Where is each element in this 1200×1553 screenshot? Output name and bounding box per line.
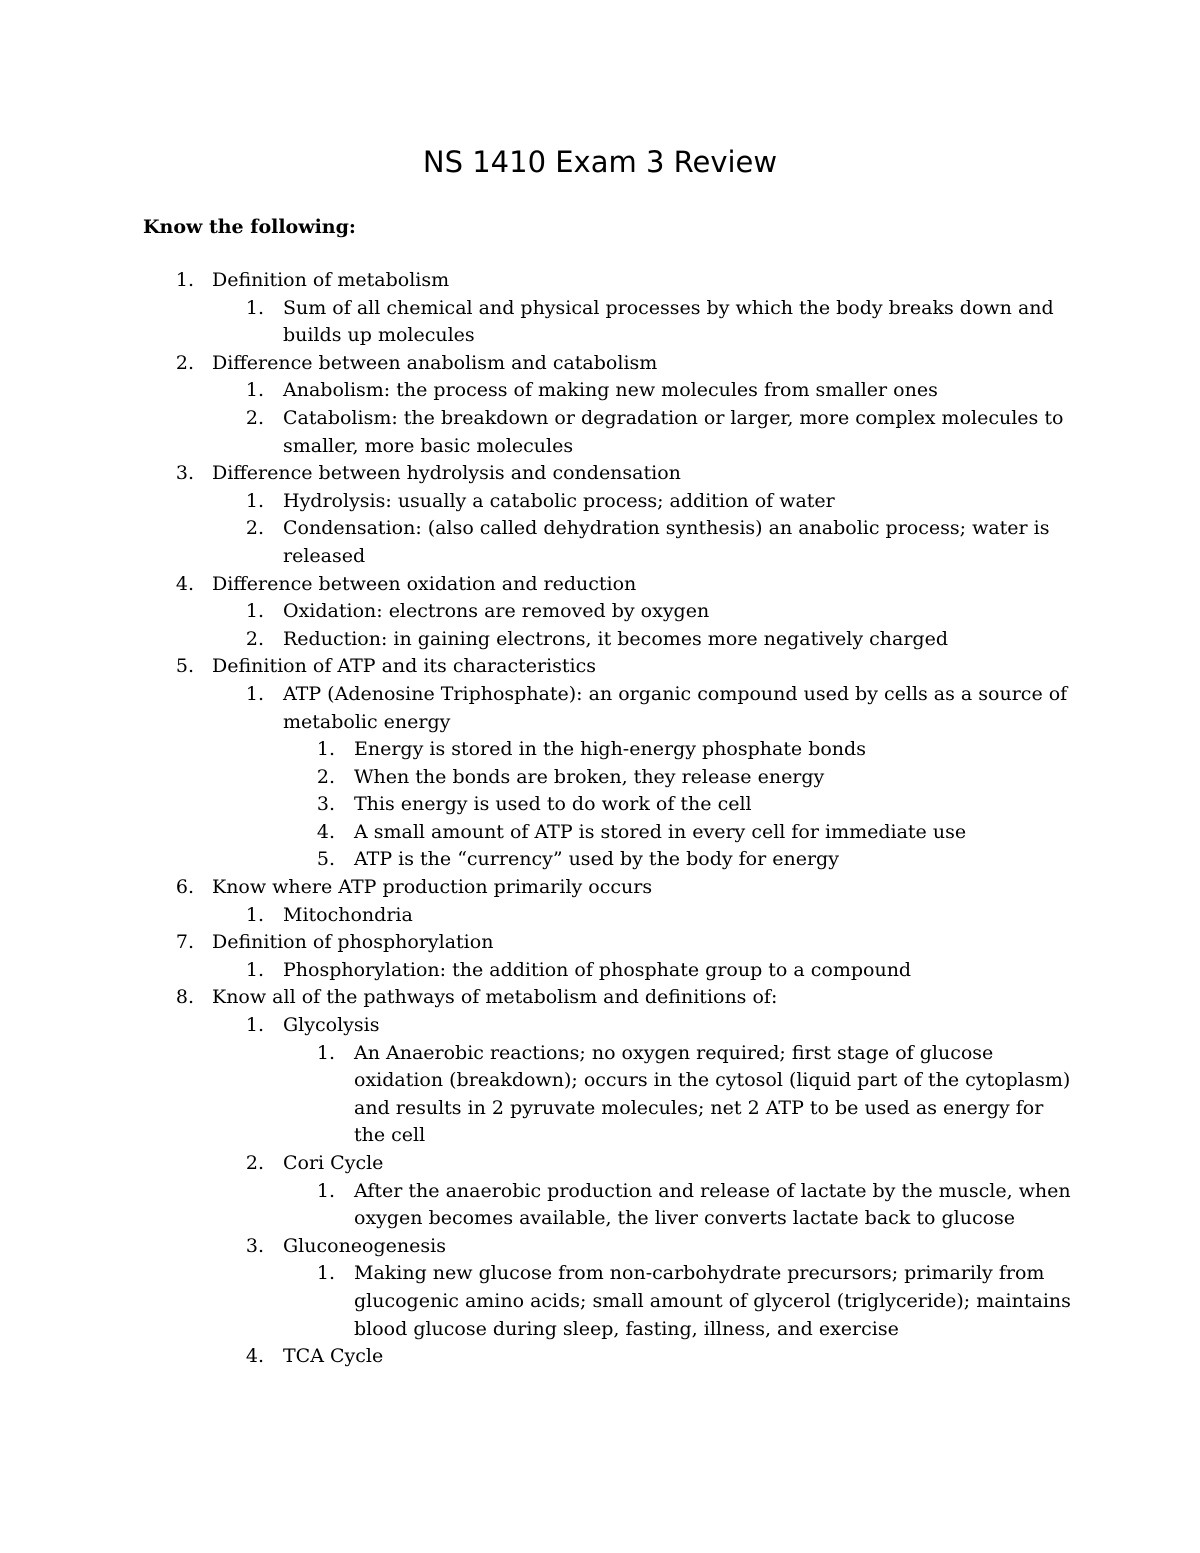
outline-item-level-2 (0, 377, 1200, 405)
outline-item-text: This energy is used to do work of the cell (354, 793, 752, 816)
outline-item-level-1 (0, 653, 1200, 681)
outline-item-number: 1. (245, 682, 264, 705)
outline-item-text: Reduction: in gaining electrons, it becomes more negatively charged (283, 627, 948, 650)
outline-item-level-2 (0, 902, 1200, 930)
outline-item-level-3 (0, 764, 1200, 792)
outline-item-text: Definition of ATP and its characteristics (212, 655, 596, 678)
outline-item-number: 5. (175, 655, 194, 678)
outline-item-level-2 (0, 626, 1200, 654)
outline-item-level-2 (0, 1233, 1200, 1261)
outline-item-number: 1. (245, 1014, 264, 1037)
outline-item-level-2 (0, 488, 1200, 516)
outline-item-text: Difference between oxidation and reduction (212, 572, 637, 595)
outline-item-number: 7. (175, 931, 194, 954)
outline-item-text: TCA Cycle (283, 1345, 384, 1368)
outline-item-text: Difference between hydrolysis and condensation (212, 462, 681, 485)
outline-item-text: Know all of the pathways of metabolism and definitions of: (212, 986, 778, 1009)
outline-item-text: Catabolism: the breakdown or degradation or larger, more complex molecules to smaller, more basic molecules (283, 406, 1064, 457)
outline-item-text: An Anaerobic reactions; no oxygen required; first stage of glucose oxidation (breakdown); occurs in the cytosol (liquid part of the cytoplasm) and results in 2 pyruvate molecules; net 2 ATP to be used as energy for the cell (354, 1041, 1071, 1147)
outline-item-text: Condensation: (also called dehydration synthesis) an anabolic process; water is released (283, 517, 1050, 567)
outline-item-level-1 (0, 874, 1200, 902)
outline-item-number: 6. (175, 876, 194, 899)
outline-item-level-2 (0, 295, 1200, 350)
outline-item-number: 4. (245, 1345, 264, 1368)
outline-item-number: 3. (245, 1234, 264, 1257)
outline-item-number: 1. (245, 600, 264, 623)
outline-item-level-3 (0, 819, 1200, 847)
outline-item-number: 1. (316, 1041, 335, 1064)
outline-item-level-3 (0, 1178, 1200, 1233)
outline-item-number: 4. (316, 820, 335, 843)
outline-item-level-2 (0, 957, 1200, 985)
outline-item-text: Definition of metabolism (212, 269, 450, 291)
outline-item-number: 1. (316, 1179, 335, 1202)
outline-item-level-1 (0, 350, 1200, 378)
intro-heading: Know the following: (143, 216, 356, 238)
outline-item-text: Making new glucose from non-carbohydrate precursors; primarily from glucogenic amino acids; small amount of glycerol (triglyceride); maintains blood glucose during sleep, fasting, illness, and exercise (354, 1262, 1071, 1340)
outline-item-number: 3. (316, 793, 335, 816)
outline-item-level-2 (0, 681, 1200, 736)
outline-item-level-3 (0, 1260, 1200, 1343)
review-outline (0, 267, 1200, 1371)
outline-item-number: 2. (245, 406, 264, 429)
outline-item-level-2 (0, 1150, 1200, 1178)
outline-item-text: A small amount of ATP is stored in every cell for immediate use (354, 820, 967, 843)
outline-item-text: Know where ATP production primarily occurs (212, 876, 653, 899)
outline-item-text: Difference between anabolism and catabolism (212, 351, 658, 374)
outline-item-number: 1. (245, 903, 264, 926)
outline-item-number: 1. (245, 379, 264, 402)
outline-item-number: 8. (175, 986, 194, 1009)
outline-item-number: 3. (175, 462, 194, 485)
outline-item-text: Sum of all chemical and physical processes by which the body breaks down and builds up molecules (283, 296, 1054, 347)
outline-item-text: Cori Cycle (283, 1152, 384, 1174)
outline-item-level-1 (0, 460, 1200, 488)
outline-item-number: 1. (316, 1262, 335, 1285)
outline-item-text: After the anaerobic production and release of lactate by the muscle, when oxygen becomes available, the liver converts lactate back to glucose (354, 1179, 1071, 1230)
outline-item-text: Phosphorylation: the addition of phosphate group to a compound (283, 958, 912, 981)
outline-item-level-3 (0, 736, 1200, 764)
outline-item-number: 2. (175, 351, 194, 374)
outline-item-level-2 (0, 598, 1200, 626)
outline-item-number: 1. (316, 738, 335, 761)
outline-item-text: Oxidation: electrons are removed by oxygen (283, 600, 710, 623)
outline-item-level-3 (0, 1040, 1200, 1150)
outline-item-number: 1. (245, 489, 264, 512)
outline-item-text: ATP (Adenosine Triphosphate): an organic compound used by cells as a source of metabolic energy (283, 682, 1068, 733)
outline-item-text: Gluconeogenesis (283, 1234, 446, 1257)
outline-item-text: Definition of phosphorylation (212, 931, 494, 954)
outline-item-text: Anabolism: the process of making new molecules from smaller ones (283, 379, 938, 402)
outline-item-level-1 (0, 984, 1200, 1012)
outline-item-level-2 (0, 1012, 1200, 1040)
outline-item-text: Glycolysis (283, 1014, 380, 1037)
outline-item-text: Mitochondria (283, 903, 413, 926)
outline-item-text: Energy is stored in the high-energy phosphate bonds (354, 738, 866, 761)
outline-item-number: 1. (175, 269, 194, 291)
outline-item-number: 5. (316, 848, 335, 871)
outline-item-number: 2. (245, 517, 264, 540)
outline-item-number: 2. (245, 627, 264, 650)
outline-item-level-3 (0, 846, 1200, 874)
outline-item-text: When the bonds are broken, they release energy (354, 765, 825, 788)
outline-item-number: 2. (316, 765, 335, 788)
outline-item-level-1 (0, 267, 1200, 295)
outline-item-number: 4. (175, 572, 194, 595)
outline-item-number: 2. (245, 1152, 264, 1174)
outline-item-number: 1. (245, 958, 264, 981)
outline-item-level-2 (0, 405, 1200, 460)
outline-item-level-3 (0, 791, 1200, 819)
outline-item-text: ATP is the “currency” used by the body for energy (354, 848, 839, 871)
document-title: NS 1410 Exam 3 Review (422, 145, 778, 179)
outline-item-level-2 (0, 515, 1200, 570)
outline-item-level-1 (0, 571, 1200, 599)
outline-item-level-2 (0, 1343, 1200, 1371)
outline-item-level-1 (0, 929, 1200, 957)
outline-item-number: 1. (245, 296, 264, 319)
outline-item-text: Hydrolysis: usually a catabolic process; addition of water (283, 489, 835, 512)
